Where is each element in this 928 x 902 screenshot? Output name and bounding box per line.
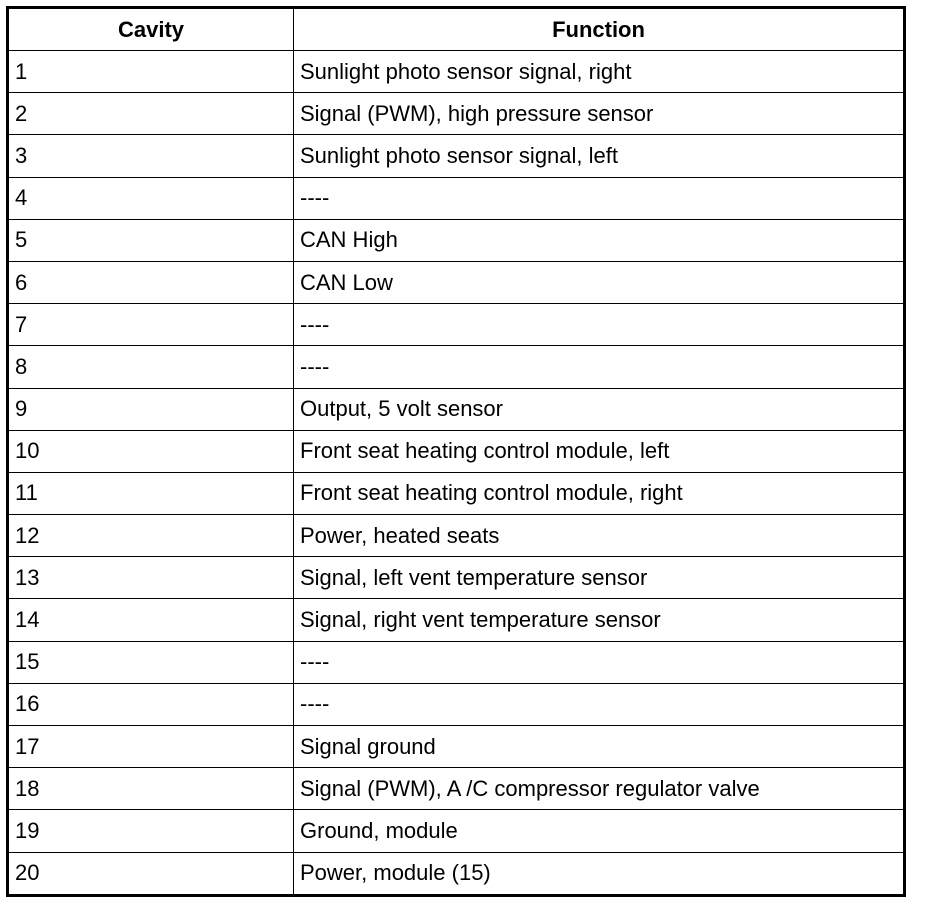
table-row — [8, 472, 905, 514]
table-row — [8, 430, 905, 472]
table-row — [8, 135, 905, 177]
cavity-cell: 13 — [8, 557, 294, 599]
function-cell: Sunlight photo sensor signal, right — [294, 51, 905, 93]
function-cell: ---- — [294, 641, 905, 683]
cavity-cell: 6 — [8, 261, 294, 303]
cavity-cell: 7 — [8, 304, 294, 346]
cavity-function-table — [6, 6, 906, 897]
cavity-cell: 17 — [8, 726, 294, 768]
function-cell: Signal (PWM), A /C compressor regulator valve — [294, 768, 905, 810]
function-cell: Sunlight photo sensor signal, left — [294, 135, 905, 177]
table-row — [8, 93, 905, 135]
cavity-cell: 10 — [8, 430, 294, 472]
function-cell: ---- — [294, 346, 905, 388]
function-cell: Ground, module — [294, 810, 905, 852]
table-row — [8, 641, 905, 683]
table-header — [8, 8, 905, 51]
table-row — [8, 346, 905, 388]
function-cell: Signal, left vent temperature sensor — [294, 557, 905, 599]
table-row — [8, 557, 905, 599]
cavity-cell: 12 — [8, 515, 294, 557]
function-cell: Signal, right vent temperature sensor — [294, 599, 905, 641]
header-cavity: Cavity — [8, 8, 294, 51]
cavity-cell: 15 — [8, 641, 294, 683]
table-row — [8, 852, 905, 895]
table-row — [8, 768, 905, 810]
function-cell: Front seat heating control module, right — [294, 472, 905, 514]
function-cell: ---- — [294, 683, 905, 725]
table-row — [8, 388, 905, 430]
function-cell: Output, 5 volt sensor — [294, 388, 905, 430]
table-row — [8, 810, 905, 852]
table-row — [8, 219, 905, 261]
function-cell: Power, heated seats — [294, 515, 905, 557]
table-row — [8, 304, 905, 346]
table-row — [8, 51, 905, 93]
function-cell: CAN High — [294, 219, 905, 261]
cavity-cell: 11 — [8, 472, 294, 514]
cavity-cell: 9 — [8, 388, 294, 430]
table-row — [8, 599, 905, 641]
function-cell: ---- — [294, 177, 905, 219]
cavity-cell: 5 — [8, 219, 294, 261]
cavity-cell: 14 — [8, 599, 294, 641]
table-row — [8, 515, 905, 557]
cavity-cell: 20 — [8, 852, 294, 895]
table-body — [8, 51, 905, 896]
cavity-cell: 18 — [8, 768, 294, 810]
function-cell: Signal ground — [294, 726, 905, 768]
header-row — [8, 8, 905, 51]
cavity-cell: 19 — [8, 810, 294, 852]
cavity-cell: 3 — [8, 135, 294, 177]
cavity-cell: 8 — [8, 346, 294, 388]
table-row — [8, 261, 905, 303]
cavity-cell: 1 — [8, 51, 294, 93]
function-cell: CAN Low — [294, 261, 905, 303]
cavity-cell: 4 — [8, 177, 294, 219]
cavity-cell: 2 — [8, 93, 294, 135]
table-row — [8, 177, 905, 219]
header-function: Function — [294, 8, 905, 51]
function-cell: ---- — [294, 304, 905, 346]
function-cell: Front seat heating control module, left — [294, 430, 905, 472]
function-cell: Signal (PWM), high pressure sensor — [294, 93, 905, 135]
function-cell: Power, module (15) — [294, 852, 905, 895]
table-row — [8, 683, 905, 725]
cavity-cell: 16 — [8, 683, 294, 725]
table-row — [8, 726, 905, 768]
